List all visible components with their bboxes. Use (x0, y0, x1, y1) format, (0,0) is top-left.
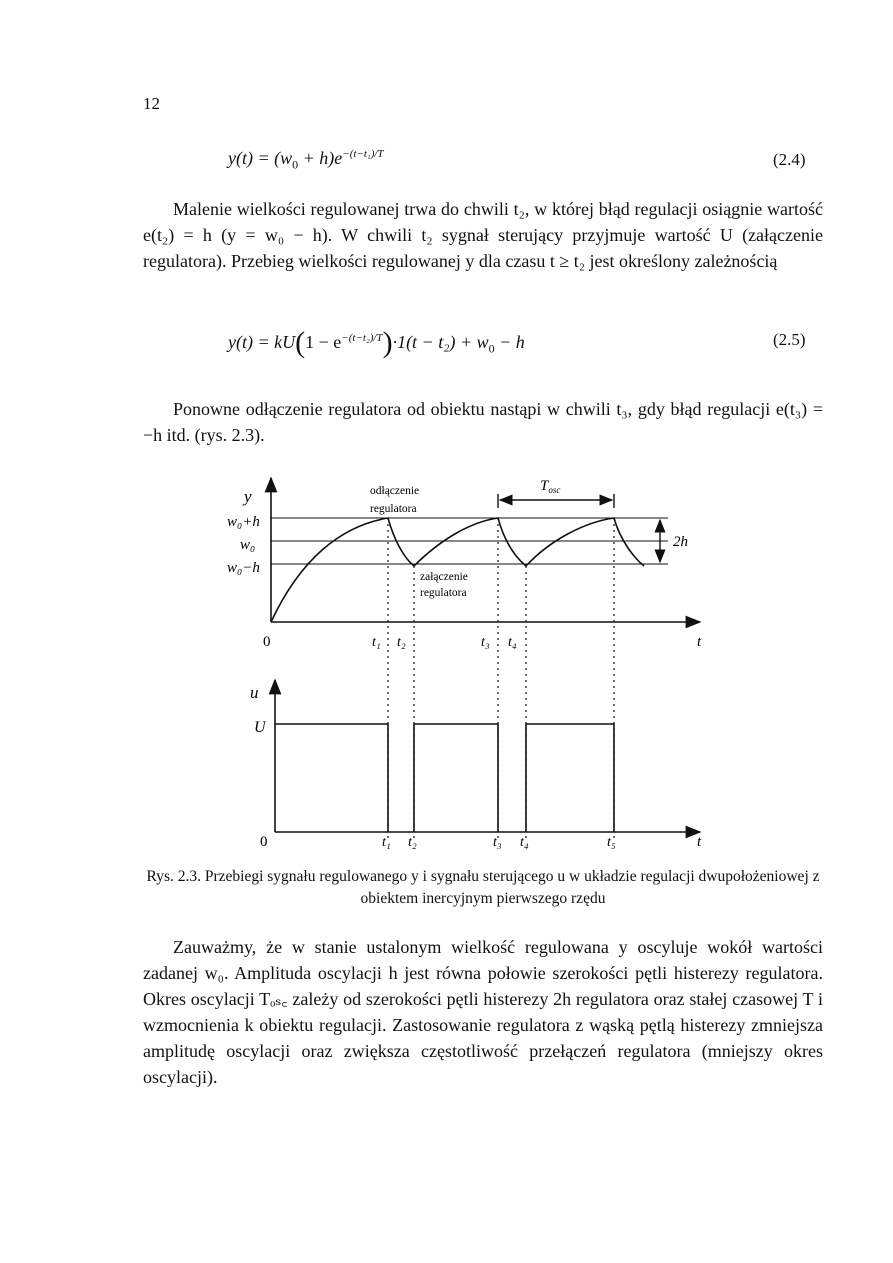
y-label-top: y (244, 487, 252, 506)
tick-t4-top: t₄ (508, 635, 517, 650)
paragraph-1: Malenie wielkości regulowanej trwa do chwili t₂, w której błąd regulacji osiągnie wartość e(t₂) = h (y = w₀ − h). W chwili t₂ sygnał sterujący przyjmuje wartość U (załączenie regulatora). Przebieg wielkości regulowanej y dla czasu t ≥ t₂ jest określony zależnością (143, 199, 823, 271)
annot-off-line2: regulatora (370, 503, 417, 515)
annot-on-line1: załączenie (420, 571, 468, 583)
paragraph-2: Ponowne odłączenie regulatora od obiektu nastąpi w chwili t₃, gdy błąd regulacji e(t₃) = −h itd. (rys. 2.3). (143, 399, 823, 445)
equation-number-2-5: (2.5) (773, 330, 806, 349)
equation-number-2-4: (2.4) (773, 150, 806, 169)
level-label-w0-plus-h: w₀+h (227, 514, 260, 530)
tick-t4-bottom: t₄ (520, 835, 529, 850)
level-label-w0: w₀ (240, 537, 256, 553)
equation-2-5: $y(t) = kU(1 - e^{-(t-t_2)/T})\cdot 1(t - t_2) + w_0 - h$ (228, 326, 525, 359)
level-label-w0-minus-h: w₀−h (227, 560, 260, 576)
tick-t5-bottom: t₅ (607, 835, 616, 850)
control-signal (275, 724, 614, 832)
u-label-bottom: u (250, 683, 259, 702)
annot-on-line2: regulatora (420, 587, 467, 599)
tick-t3-bottom: t₃ (493, 835, 502, 850)
t-label-top: t (697, 634, 702, 650)
tick-t1-top: t₁ (372, 635, 381, 650)
period-label: $T_{osc}$ (540, 478, 561, 495)
tick-t3-top: t₃ (481, 635, 490, 650)
zero-label-bottom: 0 (260, 834, 268, 850)
annot-off-line1: odłączenie (370, 485, 420, 497)
tick-t1-bottom: t₁ (382, 835, 391, 850)
response-curve (271, 518, 644, 622)
level-label-U: U (254, 719, 266, 736)
figure-caption: Rys. 2.3. Przebiegi sygnału regulowanego y i sygnału sterującego u w układzie regulacji dwupołożeniowej z obiektem inercyjnym pierwszego rzędu (146, 868, 820, 907)
zero-label-top: 0 (263, 634, 271, 650)
band-label: 2h (673, 534, 688, 550)
t-label-bottom: t (697, 834, 702, 850)
tick-t2-bottom: t₂ (408, 835, 417, 850)
tick-t2-top: t₂ (397, 635, 406, 650)
page-number: 12 (143, 94, 160, 113)
equation-2-4: $y(t) = (w_0 + h)e^{-(t-t_1)/T}$ (228, 148, 384, 172)
paragraph-3: Zauważmy, że w stanie ustalonym wielkość regulowana y oscyluje wokół wartości zadanej w₀. Amplituda oscylacji h jest równa połowie szerokości pętli histerezy regulatora. Okres oscylacji Tₒₛ꜀ zależy od szerokości pętli histerezy 2h regulatora oraz stałej czasowej T i wzmocnienia k obiektu regulacji. Zastosowanie regulatora z wąską pętlą histerezy zmniejsza amplitudę oscylacji oraz zwiększa częstotliwość przełączeń regulatora (mniejszy okres oscylacji). (143, 937, 823, 1087)
